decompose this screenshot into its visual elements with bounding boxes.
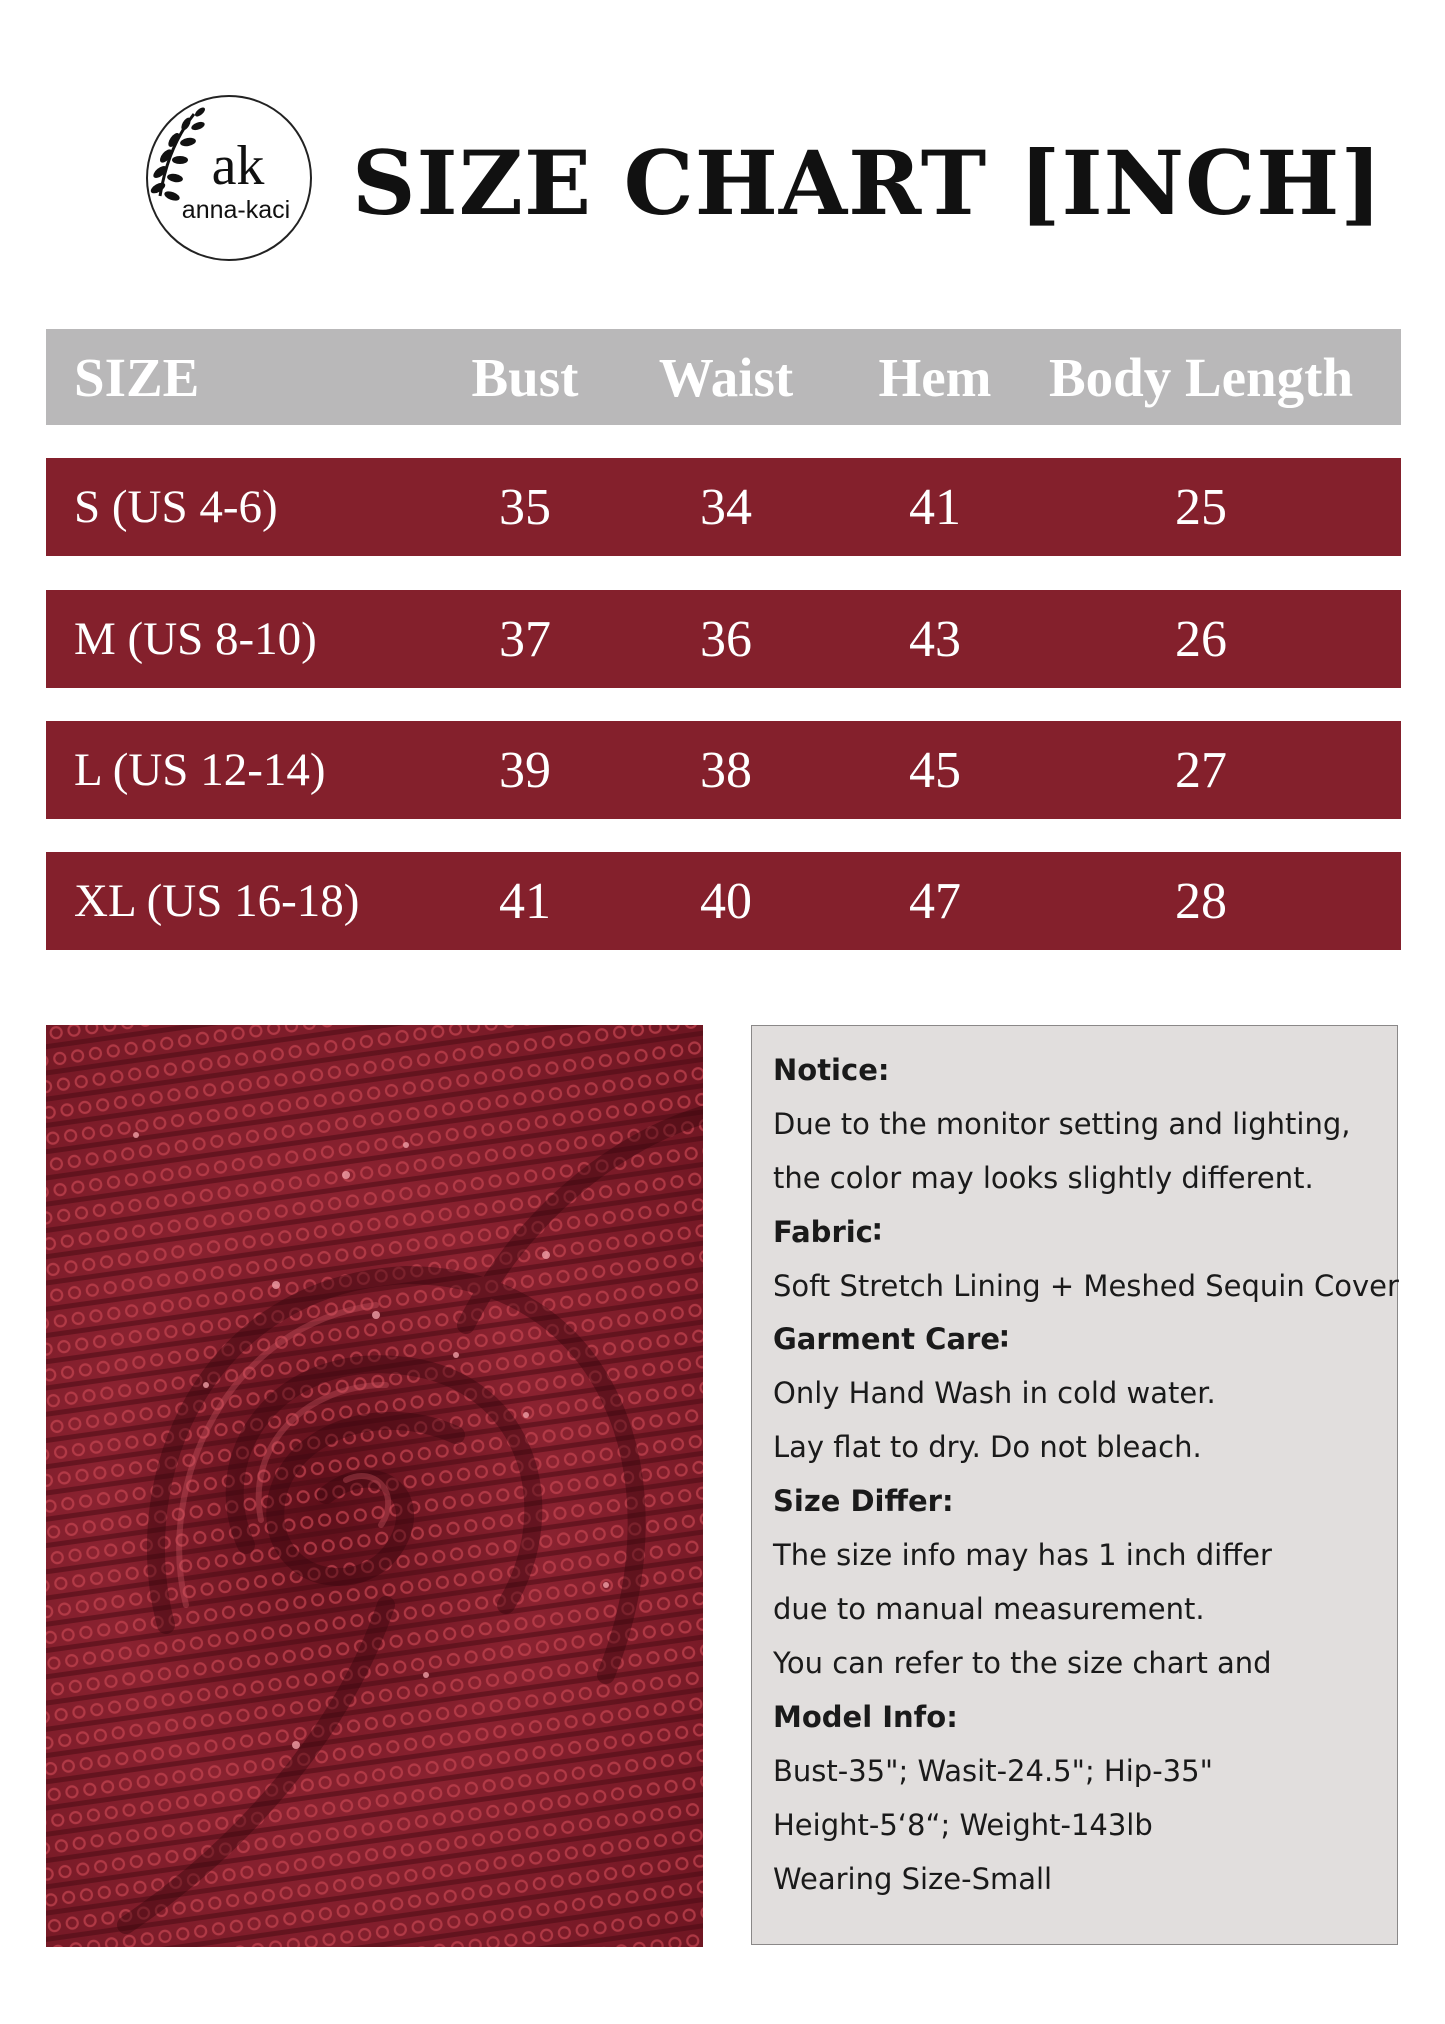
body-length-cell: 28 [1175,872,1227,930]
hem-cell: 47 [909,872,961,930]
size-differ-text: You can refer to the size chart and [773,1646,1272,1680]
header-waist: Waist [658,346,794,408]
waist-cell: 34 [700,478,752,536]
svg-text:ak: ak [211,135,265,197]
garment-care-text: Lay flat to dry. Do not bleach. [773,1430,1202,1464]
fabric-swatch-image [46,1025,703,1947]
header-hem: Hem [878,346,992,408]
size-differ-text: due to manual measurement. [773,1592,1205,1626]
size-cell: L (US 12-14) [74,744,326,796]
notice-text: the color may looks slightly different. [773,1161,1314,1195]
sequin-fabric-icon [46,1025,703,1947]
garment-care-text: Only Hand Wash in cold water. [773,1376,1216,1410]
bust-cell: 39 [499,741,551,799]
model-info-text: Wearing Size-Small [773,1862,1053,1896]
size-cell: XL (US 16-18) [74,875,360,927]
fabric-heading: Fabric∶ [773,1215,882,1249]
header-size: SIZE [74,346,200,408]
table-row [46,458,1401,556]
waist-cell: 40 [700,872,752,930]
waist-cell: 36 [700,610,752,668]
body-length-cell: 27 [1175,741,1227,799]
svg-text:anna-kaci: anna-kaci [181,196,291,224]
size-cell: M (US 8-10) [74,613,317,665]
body-length-cell: 25 [1175,478,1227,536]
model-info-text: Bust-35"; Wasit-24.5"; Hip-35" [773,1754,1213,1788]
notice-box [751,1025,1398,1945]
garment-care-heading: Garment Care∶ [773,1322,1009,1356]
header-body-length: Body Length [1048,346,1354,408]
notice-heading: Notice: [773,1053,890,1087]
model-info-heading: Model Info: [773,1700,958,1734]
laurel-icon [112,92,318,264]
notice-text: Due to the monitor setting and lighting, [773,1107,1351,1141]
size-differ-heading: Size Differ: [773,1484,954,1518]
table-row [46,852,1401,950]
body-length-cell: 26 [1175,610,1227,668]
header-bust: Bust [471,346,579,408]
bust-cell: 35 [499,478,551,536]
table-header-row [46,329,1401,425]
page-title: SIZE CHART [INCH] [352,131,1383,235]
size-differ-text: The size info may has 1 inch differ [773,1538,1272,1572]
waist-cell: 38 [700,741,752,799]
hem-cell: 43 [909,610,961,668]
brand-logo [112,92,318,264]
bust-cell: 37 [499,610,551,668]
size-cell: S (US 4-6) [74,481,278,533]
bust-cell: 41 [499,872,551,930]
hem-cell: 41 [909,478,961,536]
hem-cell: 45 [909,741,961,799]
table-row [46,721,1401,819]
fabric-text: Soft Stretch Lining + Meshed Sequin Cover [773,1269,1399,1303]
table-row [46,590,1401,688]
model-info-text: Height-5‘8“; Weight-143lb [773,1808,1153,1842]
